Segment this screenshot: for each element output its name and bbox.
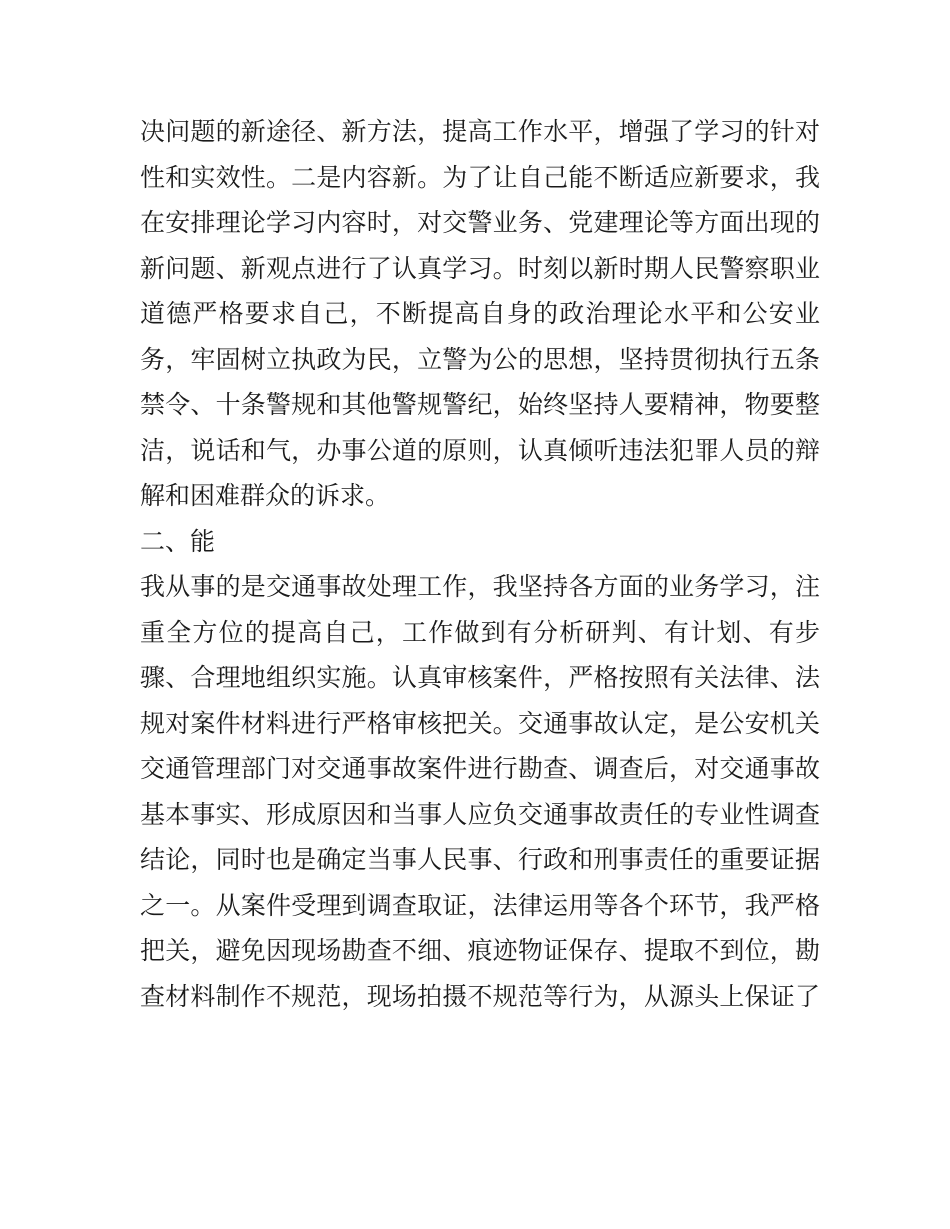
text-line: 重全方位的提高自己，工作做到有分析研判、有计划、有步 bbox=[140, 617, 820, 647]
text-line: 查材料制作不规范，现场拍摄不规范等行为，从源头上保证了 bbox=[140, 981, 820, 1011]
document-body bbox=[140, 109, 820, 1019]
text-line: 禁令、十条警规和其他警规警纪，始终坚持人要精神，物要整 bbox=[140, 390, 820, 419]
text-line: 骤、合理地组织实施。认真审核案件，严格按照有关法律、法 bbox=[140, 663, 820, 692]
text-line: 道德严格要求自己，不断提高自身的政治理论水平和公安业 bbox=[140, 299, 820, 328]
text-line: 交通管理部门对交通事故案件进行勘查、调查后，对交通事故 bbox=[140, 754, 820, 783]
text-line: 性和实效性。二是内容新。为了让自己能不断适应新要求，我 bbox=[140, 162, 820, 192]
text-line: 新问题、新观点进行了认真学习。时刻以新时期人民警察职业 bbox=[140, 253, 820, 283]
text-line: 结论，同时也是确定当事人民事、行政和刑事责任的重要证据 bbox=[140, 845, 820, 874]
text-line: 把关，避免因现场勘查不细、痕迹物证保存、提取不到位，勘 bbox=[140, 936, 820, 965]
text-line: 之一。从案件受理到调查取证，法律运用等各个环节，我严格 bbox=[140, 890, 820, 920]
text-line: 规对案件材料进行严格审核把关。交通事故认定，是公安机关 bbox=[140, 708, 820, 738]
text-line: 解和困难群众的诉求。 bbox=[140, 481, 391, 510]
section-heading: 二、能 bbox=[140, 526, 216, 556]
text-line: 务，牢固树立执政为民，立警为公的思想，坚持贯彻执行五条 bbox=[140, 344, 820, 374]
text-line: 我从事的是交通事故处理工作，我坚持各方面的业务学习，注 bbox=[140, 572, 820, 601]
text-line: 决问题的新途径、新方法，提高工作水平，增强了学习的针对 bbox=[140, 117, 820, 146]
text-line: 洁，说话和气，办事公道的原则，认真倾听违法犯罪人员的辩 bbox=[140, 435, 820, 465]
text-line: 在安排理论学习内容时，对交警业务、党建理论等方面出现的 bbox=[140, 208, 820, 237]
text-line: 基本事实、形成原因和当事人应负交通事故责任的专业性调查 bbox=[140, 799, 820, 829]
